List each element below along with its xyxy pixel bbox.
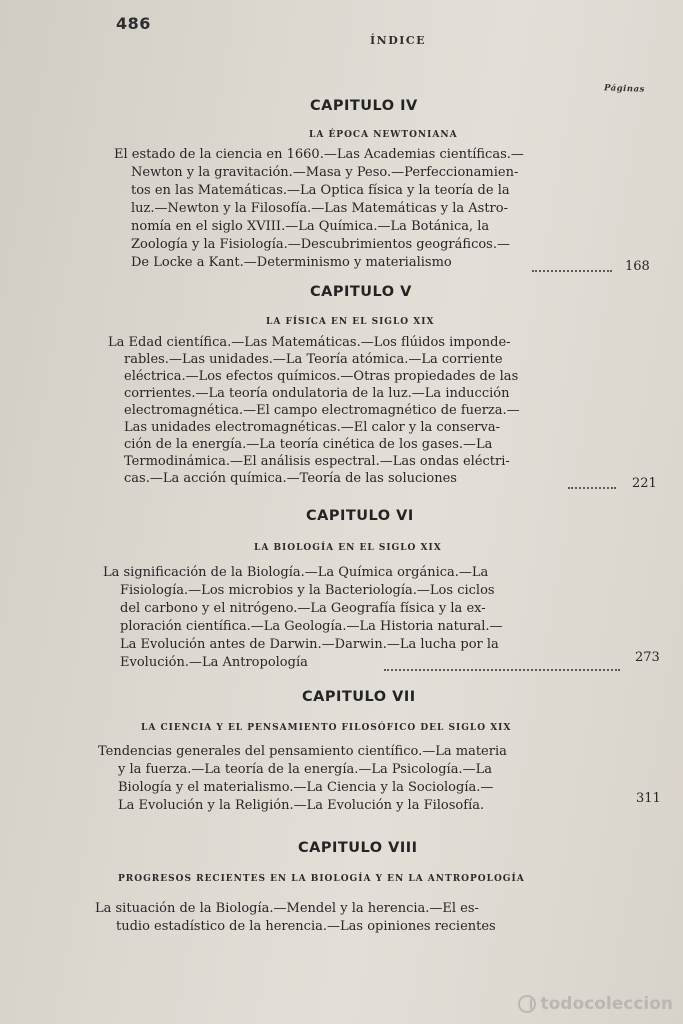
toc-line: Las unidades electromagnéticas.—El calor y la conserva- (124, 420, 500, 435)
toc-line: Newton y la gravitación.—Masa y Peso.—Perfeccionamien- (131, 165, 519, 180)
toc-line: del carbono y el nitrógeno.—La Geografía física y la ex- (120, 601, 486, 616)
chapter-heading-viii: CAPITULO VIII (298, 840, 418, 856)
toc-line: nomía en el siglo XVIII.—La Química.—La Botánica, la (131, 219, 490, 234)
toc-line: cas.—La acción química.—Teoría de las soluciones (124, 471, 457, 486)
watermark-logo-icon (518, 995, 536, 1013)
toc-page-number: 273 (635, 650, 660, 665)
chapter-heading-v: CAPITULO V (310, 284, 412, 300)
toc-line: La situación de la Biología.—Mendel y la herencia.—El es- (95, 901, 479, 916)
toc-line: corrientes.—La teoría ondulatoria de la luz.—La inducción (124, 386, 510, 401)
leader-dots (568, 487, 616, 489)
toc-line: ploración científica.—La Geología.—La Historia natural.— (120, 619, 503, 634)
chapter-subtitle-vii: LA CIENCIA Y EL PENSAMIENTO FILOSÓFICO DEL SIGLO XIX (141, 723, 512, 733)
toc-line: Zoología y la Fisiología.—Descubrimientos geográficos.— (131, 237, 510, 252)
chapter-heading-vi: CAPITULO VI (306, 508, 414, 524)
toc-line: luz.—Newton y la Filosofía.—Las Matemáticas y la Astro- (131, 201, 508, 216)
running-title: ÍNDICE (370, 34, 427, 47)
toc-line: La Evolución antes de Darwin.—Darwin.—La lucha por la (120, 637, 499, 652)
toc-line: La Evolución y la Religión.—La Evolución y la Filosofía. (118, 798, 485, 813)
toc-line: Evolución.—La Antropología (120, 655, 308, 670)
chapter-heading-iv: CAPITULO IV (310, 98, 418, 114)
toc-page-number: 311 (636, 791, 661, 806)
toc-line: La Edad científica.—Las Matemáticas.—Los flúidos impondе- (108, 335, 511, 350)
toc-line: Biología y el materialismo.—La Ciencia y la Sociología.— (118, 780, 494, 795)
page-number: 486 (116, 14, 151, 33)
toc-line: tos en las Matemáticas.—La Optica física y la teoría de la (131, 183, 510, 198)
toc-page-number: 168 (625, 259, 650, 274)
toc-line: electromagnética.—El campo electromagnético de fuerza.— (124, 403, 520, 418)
toc-line: rables.—Las unidades.—La Teoría atómica.—La corriente (124, 352, 503, 367)
chapter-heading-vii: CAPITULO VII (302, 689, 416, 705)
toc-line: Tendencias generales del pensamiento científico.—La materia (98, 744, 507, 759)
toc-line: ción de la energía.—La teoría cinética de los gases.—La (124, 437, 493, 452)
toc-page-number: 221 (632, 476, 657, 491)
leader-dots (532, 270, 612, 272)
watermark-text: todocoleccion (540, 994, 673, 1014)
watermark (518, 994, 673, 1014)
toc-line: Termodinámica.—El análisis espectral.—Las ondas eléctri- (124, 454, 510, 469)
toc-line: Fisiología.—Los microbios y la Bacteriología.—Los ciclos (120, 583, 495, 598)
toc-line: tudio estadístico de la herencia.—Las opiniones recientes (116, 919, 496, 934)
chapter-subtitle-viii: PROGRESOS RECIENTES EN LA BIOLOGÍA Y EN LA ANTROPOLOGÍA (118, 874, 525, 884)
toc-line: eléctrica.—Los efectos químicos.—Otras propiedades de las (124, 369, 519, 384)
chapter-subtitle-vi: LA BIOLOGÍA EN EL SIGLO XIX (254, 543, 442, 553)
chapter-subtitle-iv: LA ÉPOCA NEWTONIANA (309, 130, 458, 140)
leader-dots (384, 669, 620, 671)
toc-line: La significación de la Biología.—La Química orgánica.—La (103, 565, 489, 580)
paginas-label: Páginas (603, 83, 645, 95)
toc-line: El estado de la ciencia en 1660.—Las Academias científicas.— (114, 147, 524, 162)
toc-line: De Locke a Kant.—Determinismo y materialismo (131, 255, 452, 270)
toc-line: y la fuerza.—La teoría de la energía.—La Psicología.—La (118, 762, 492, 777)
chapter-subtitle-v: LA FÍSICA EN EL SIGLO XIX (266, 317, 435, 327)
